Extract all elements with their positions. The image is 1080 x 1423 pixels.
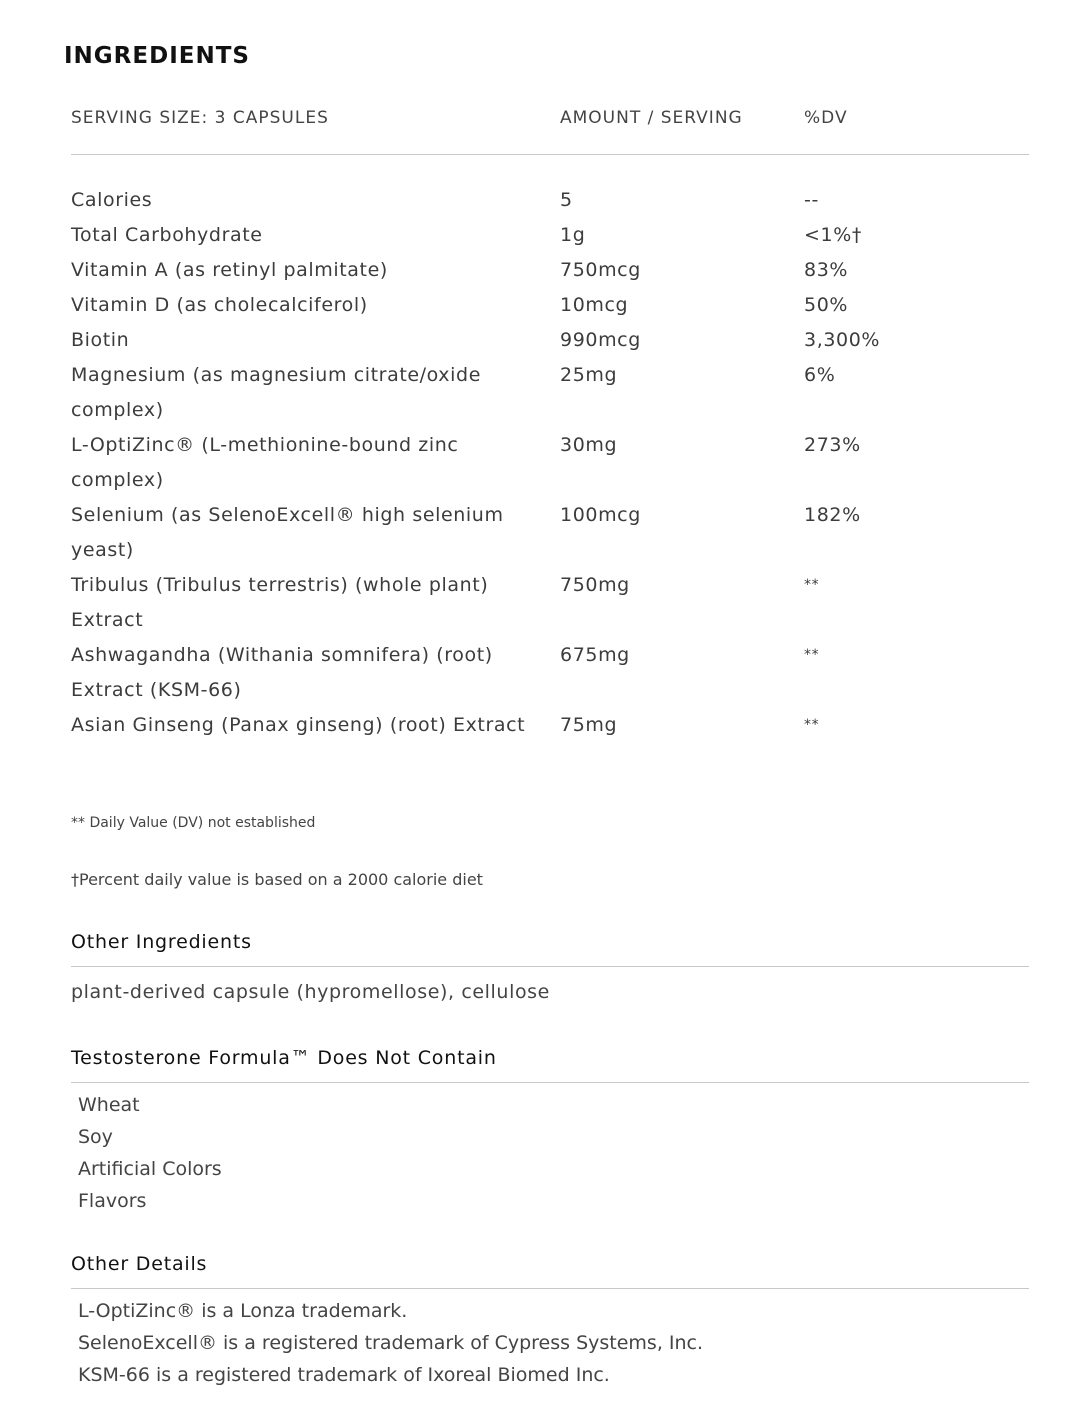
ingredient-amount: 750mg	[560, 574, 630, 596]
does-not-contain-title: Testosterone Formula™ Does Not Contain	[71, 1047, 497, 1069]
table-row	[71, 358, 1029, 428]
does-not-contain-divider	[71, 1082, 1029, 1083]
ingredient-dv: 182%	[804, 504, 861, 526]
list-item: KSM-66 is a registered trademark of Ixoreal Biomed Inc.	[78, 1364, 610, 1386]
other-ingredients-text: plant-derived capsule (hypromellose), cellulose	[71, 981, 550, 1003]
list-item: Wheat	[78, 1094, 140, 1116]
other-ingredients-title: Other Ingredients	[71, 931, 252, 953]
ingredient-dv: 6%	[804, 364, 836, 386]
ingredient-amount: 10mcg	[560, 294, 629, 316]
table-row	[71, 568, 1029, 638]
page-title: INGREDIENTS	[64, 43, 250, 69]
ingredient-amount: 5	[560, 189, 573, 211]
ingredient-dv: **	[804, 647, 820, 663]
ingredient-name: Selenium (as SelenoExcell® high selenium yeast)	[71, 504, 504, 561]
ingredient-amount: 100mcg	[560, 504, 641, 526]
ingredient-dv: 3,300%	[804, 329, 881, 351]
ingredient-name: Biotin	[71, 329, 130, 351]
amount-header: AMOUNT / SERVING	[560, 108, 743, 128]
ingredient-name: Vitamin A (as retinyl palmitate)	[71, 259, 388, 281]
calorie-footnote: †Percent daily value is based on a 2000 calorie diet	[71, 870, 483, 889]
other-details-list	[78, 1295, 703, 1391]
table-row	[71, 288, 1029, 323]
table-row	[71, 253, 1029, 288]
ingredient-amount: 75mg	[560, 714, 618, 736]
other-ingredients-divider	[71, 966, 1029, 967]
list-item: SelenoExcell® is a registered trademark of Cypress Systems, Inc.	[78, 1332, 704, 1354]
table-row	[71, 323, 1029, 358]
table-row	[71, 708, 1029, 743]
ingredient-amount: 675mg	[560, 644, 630, 666]
ingredient-dv: 50%	[804, 294, 849, 316]
ingredient-name: L-OptiZinc® (L-methionine-bound zinc complex)	[71, 434, 459, 491]
table-row	[71, 498, 1029, 568]
table-header	[71, 104, 1029, 132]
ingredient-name: Tribulus (Tribulus terrestris) (whole plant) Extract	[71, 574, 489, 631]
list-item: Flavors	[78, 1190, 147, 1212]
ingredient-dv: 83%	[804, 259, 849, 281]
ingredient-amount: 25mg	[560, 364, 618, 386]
nutrition-table-body	[71, 183, 1029, 743]
ingredient-amount: 990mcg	[560, 329, 641, 351]
ingredient-name: Ashwagandha (Withania somnifera) (root) Extract (KSM-66)	[71, 644, 493, 701]
ingredient-name: Vitamin D (as cholecalciferol)	[71, 294, 368, 316]
list-item: L-OptiZinc® is a Lonza trademark.	[78, 1300, 408, 1322]
list-item: Soy	[78, 1126, 113, 1148]
ingredient-name: Magnesium (as magnesium citrate/oxide complex)	[71, 364, 481, 421]
dv-footnote: ** Daily Value (DV) not established	[71, 815, 316, 831]
other-details-title: Other Details	[71, 1253, 208, 1275]
ingredient-dv: 273%	[804, 434, 861, 456]
list-item: Artificial Colors	[78, 1158, 222, 1180]
ingredient-amount: 30mg	[560, 434, 618, 456]
table-header-divider	[71, 154, 1029, 155]
ingredient-name: Calories	[71, 189, 153, 211]
ingredient-name: Asian Ginseng (Panax ginseng) (root) Extract	[71, 714, 526, 736]
ingredient-dv: <1%†	[804, 224, 862, 246]
serving-size-header: SERVING SIZE: 3 CAPSULES	[71, 108, 329, 128]
ingredient-dv: **	[804, 717, 820, 733]
ingredient-amount: 750mcg	[560, 259, 641, 281]
dv-header: %DV	[804, 108, 848, 128]
ingredient-dv: --	[804, 189, 819, 211]
does-not-contain-list	[78, 1089, 222, 1217]
table-row	[71, 183, 1029, 218]
other-details-divider	[71, 1288, 1029, 1289]
ingredient-name: Total Carbohydrate	[71, 224, 263, 246]
table-row	[71, 638, 1029, 708]
table-row	[71, 428, 1029, 498]
table-row	[71, 218, 1029, 253]
ingredient-dv: **	[804, 577, 820, 593]
ingredient-amount: 1g	[560, 224, 586, 246]
